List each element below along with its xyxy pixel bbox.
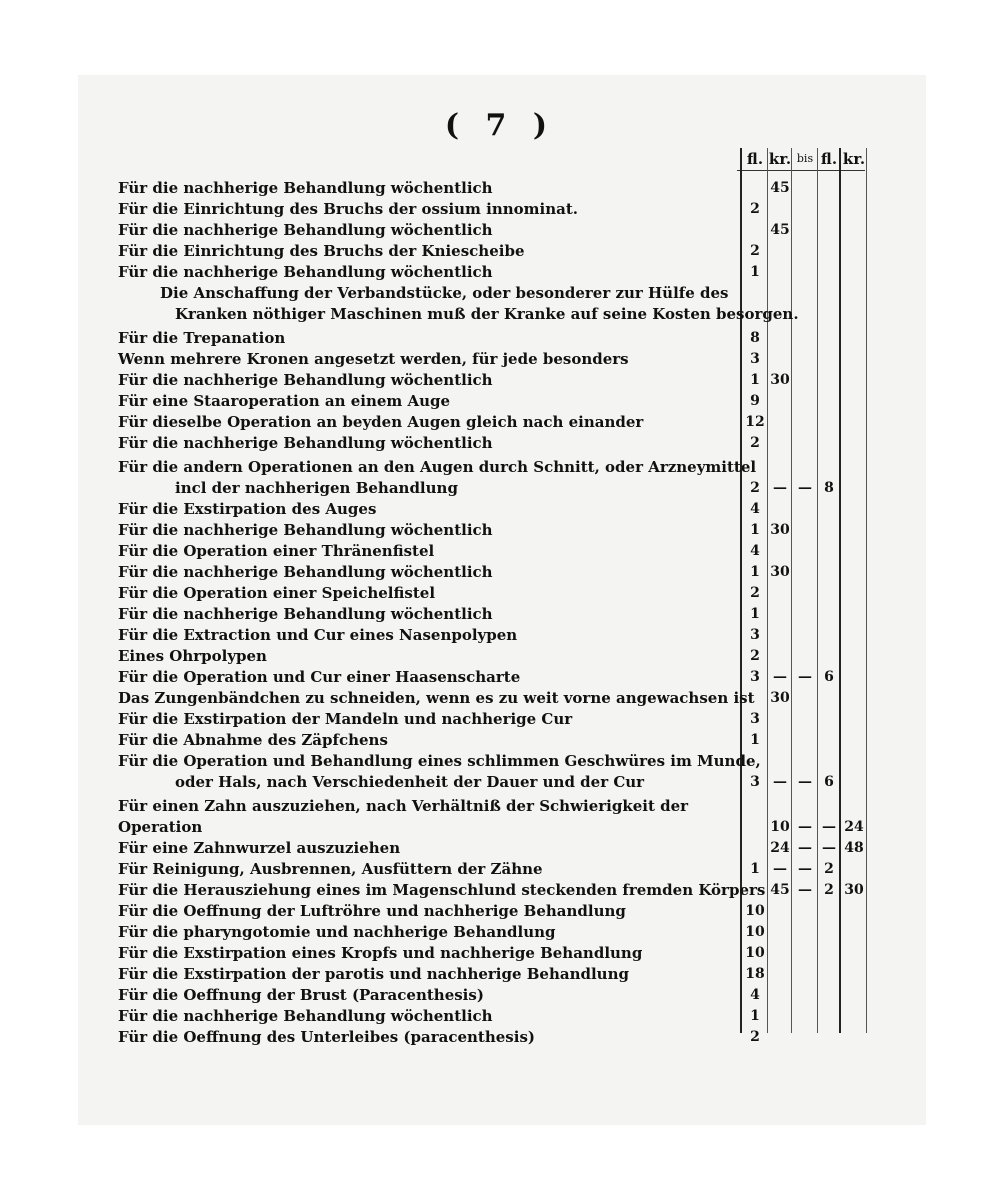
- table-row: [0, 772, 1000, 793]
- entry-text: Für eine Staaroperation an einem Auge: [118, 392, 451, 410]
- page-number: ( 7 ): [444, 108, 556, 143]
- table-row: [0, 985, 1000, 1006]
- entry-text: Für die Operation und Cur einer Haasenscharte: [118, 668, 521, 686]
- table-row: [0, 667, 1000, 688]
- table-row: [0, 646, 1000, 667]
- entry-text: Für die nachherige Behandlung wöchentlich: [118, 179, 493, 197]
- entry-text: Für die andern Operationen an den Augen durch Schnitt, oder Arzneymittel: [118, 458, 757, 476]
- entry-text: Für die nachherige Behandlung wöchentlich: [118, 434, 493, 452]
- table-row: [0, 457, 1000, 478]
- cell-kr: 45: [770, 180, 790, 196]
- entry-text: oder Hals, nach Verschiedenheit der Dauer und der Cur: [175, 773, 645, 791]
- cell-kr: 30: [770, 564, 790, 580]
- cell-fl2: 6: [824, 774, 834, 790]
- column-header-bis: bis: [796, 152, 814, 165]
- cell-bis: —: [798, 669, 812, 685]
- cell-fl2: 2: [824, 861, 834, 877]
- cell-kr2: 24: [844, 819, 864, 835]
- entry-text: Für die Operation einer Thränenfistel: [118, 542, 435, 560]
- entry-text: Für die Oeffnung des Unterleibes (paracenthesis): [118, 1028, 535, 1046]
- table-row: [0, 499, 1000, 520]
- table-row: [0, 625, 1000, 646]
- cell-kr: 30: [770, 690, 790, 706]
- cell-fl: 1: [750, 732, 760, 748]
- table-row: [0, 391, 1000, 412]
- cell-kr: 10: [770, 819, 790, 835]
- cell-kr: —: [773, 669, 787, 685]
- cell-fl: 9: [750, 393, 760, 409]
- entry-text: Für die Abnahme des Zäpfchens: [118, 731, 388, 749]
- cell-fl: 1: [750, 564, 760, 580]
- entry-text: Für die Trepanation: [118, 329, 286, 347]
- cell-fl2: —: [822, 840, 836, 856]
- entry-text: Für die Exstirpation der parotis und nachherige Behandlung: [118, 965, 629, 983]
- table-row: [0, 796, 1000, 817]
- entry-text: Eines Ohrpolypen: [118, 647, 267, 665]
- cell-fl: 1: [750, 606, 760, 622]
- cell-fl2: 2: [824, 882, 834, 898]
- cell-fl: 3: [750, 669, 760, 685]
- entry-text: Für die nachherige Behandlung wöchentlich: [118, 371, 493, 389]
- cell-fl: 4: [750, 501, 760, 517]
- cell-bis: —: [798, 480, 812, 496]
- entry-text: Für einen Zahn auszuziehen, nach Verhältniß der Schwierigkeit der: [118, 797, 689, 815]
- entry-text: Für die nachherige Behandlung wöchentlich: [118, 221, 493, 239]
- entry-text: Kranken nöthiger Maschinen muß der Kranke auf seine Kosten besorgen.: [175, 305, 799, 323]
- cell-kr: 30: [770, 522, 790, 538]
- entry-text: Für die Operation und Behandlung eines schlimmen Geschwüres im Munde,: [118, 752, 761, 770]
- table-row: [0, 199, 1000, 220]
- table-row: [0, 1006, 1000, 1027]
- cell-fl: 4: [750, 543, 760, 559]
- cell-kr: 24: [770, 840, 790, 856]
- table-row: [0, 964, 1000, 985]
- table-row: [0, 604, 1000, 625]
- table-row: [0, 220, 1000, 241]
- table-row: [0, 283, 1000, 304]
- cell-fl: 3: [750, 627, 760, 643]
- cell-fl: 4: [750, 987, 760, 1003]
- table-row: [0, 478, 1000, 499]
- cell-fl: 10: [745, 924, 765, 940]
- entry-text: Das Zungenbändchen zu schneiden, wenn es zu weit vorne angewachsen ist: [118, 689, 755, 707]
- cell-fl2: 6: [824, 669, 834, 685]
- entry-text: Für die Exstirpation der Mandeln und nachherige Cur: [118, 710, 573, 728]
- table-row: [0, 709, 1000, 730]
- table-row: [0, 880, 1000, 901]
- table-row: [0, 1027, 1000, 1048]
- table-row: [0, 433, 1000, 454]
- table-row: [0, 730, 1000, 751]
- entry-text: Für die Herausziehung eines im Magenschlund steckenden fremden Körpers: [118, 881, 766, 899]
- entry-text: Operation: [118, 818, 203, 836]
- cell-bis: —: [798, 861, 812, 877]
- cell-fl: 1: [750, 1008, 760, 1024]
- cell-fl: 2: [750, 585, 760, 601]
- cell-fl2: 8: [824, 480, 834, 496]
- table-row: [0, 328, 1000, 349]
- table-row: [0, 838, 1000, 859]
- cell-fl: 2: [750, 201, 760, 217]
- cell-fl: 10: [745, 945, 765, 961]
- cell-kr: 30: [770, 372, 790, 388]
- entry-text: Für die nachherige Behandlung wöchentlich: [118, 263, 493, 281]
- entry-text: Für die nachherige Behandlung wöchentlich: [118, 563, 493, 581]
- cell-kr2: 48: [844, 840, 864, 856]
- cell-fl: 2: [750, 435, 760, 451]
- cell-fl: 1: [750, 372, 760, 388]
- table-row: [0, 262, 1000, 283]
- entry-text: Für die nachherige Behandlung wöchentlich: [118, 605, 493, 623]
- cell-fl: 10: [745, 903, 765, 919]
- entry-text: Für die Exstirpation des Auges: [118, 500, 377, 518]
- table-row: [0, 349, 1000, 370]
- cell-kr: —: [773, 480, 787, 496]
- table-row: [0, 943, 1000, 964]
- column-header-kr: kr.: [768, 150, 792, 168]
- cell-fl: 1: [750, 522, 760, 538]
- cell-bis: —: [798, 819, 812, 835]
- cell-bis: —: [798, 774, 812, 790]
- cell-fl: 3: [750, 351, 760, 367]
- table-row: [0, 241, 1000, 262]
- table-row: [0, 922, 1000, 943]
- header-rule: [737, 170, 865, 171]
- table-row: [0, 178, 1000, 199]
- cell-bis: —: [798, 840, 812, 856]
- table-row: [0, 541, 1000, 562]
- entry-text: Für die Oeffnung der Brust (Paracenthesis): [118, 986, 484, 1004]
- entry-text: Für die Oeffnung der Luftröhre und nachherige Behandlung: [118, 902, 626, 920]
- cell-fl: 3: [750, 711, 760, 727]
- cell-kr2: 30: [844, 882, 864, 898]
- cell-fl: 3: [750, 774, 760, 790]
- entry-text: Für die Exstirpation eines Kropfs und nachherige Behandlung: [118, 944, 643, 962]
- entry-text: Für Reinigung, Ausbrennen, Ausfüttern der Zähne: [118, 860, 543, 878]
- entry-text: Für dieselbe Operation an beyden Augen gleich nach einander: [118, 413, 644, 431]
- table-row: [0, 520, 1000, 541]
- entry-text: incl der nachherigen Behandlung: [175, 479, 458, 497]
- entry-text: Für eine Zahnwurzel auszuziehen: [118, 839, 401, 857]
- entry-text: Für die pharyngotomie und nachherige Behandlung: [118, 923, 556, 941]
- cell-fl: 1: [750, 861, 760, 877]
- table-row: [0, 901, 1000, 922]
- cell-fl2: —: [822, 819, 836, 835]
- table-row: [0, 859, 1000, 880]
- cell-fl: 2: [750, 648, 760, 664]
- cell-fl: 1: [750, 264, 760, 280]
- table-row: [0, 304, 1000, 325]
- entry-text: Für die Einrichtung des Bruchs der Kniescheibe: [118, 242, 525, 260]
- cell-kr: 45: [770, 882, 790, 898]
- cell-fl: 8: [750, 330, 760, 346]
- entry-text: Für die Operation einer Speichelfistel: [118, 584, 436, 602]
- entry-text: Für die nachherige Behandlung wöchentlich: [118, 521, 493, 539]
- cell-fl: 12: [745, 414, 765, 430]
- entry-text: Für die nachherige Behandlung wöchentlich: [118, 1007, 493, 1025]
- cell-fl: 2: [750, 243, 760, 259]
- cell-bis: —: [798, 882, 812, 898]
- table-row: [0, 562, 1000, 583]
- table-row: [0, 817, 1000, 838]
- entry-text: Für die Einrichtung des Bruchs der ossium innominat.: [118, 200, 578, 218]
- cell-fl: 2: [750, 480, 760, 496]
- cell-kr: 45: [770, 222, 790, 238]
- table-row: [0, 751, 1000, 772]
- cell-kr: —: [773, 861, 787, 877]
- table-row: [0, 370, 1000, 391]
- column-header-fl: fl.: [746, 150, 764, 168]
- table-row: [0, 583, 1000, 604]
- cell-kr: —: [773, 774, 787, 790]
- entry-text: Wenn mehrere Kronen angesetzt werden, für jede besonders: [118, 350, 629, 368]
- table-row: [0, 688, 1000, 709]
- column-header-kr2: kr.: [842, 150, 866, 168]
- entry-text: Die Anschaffung der Verbandstücke, oder besonderer zur Hülfe des: [160, 284, 729, 302]
- table-row: [0, 412, 1000, 433]
- column-header-fl2: fl.: [820, 150, 838, 168]
- entry-text: Für die Extraction und Cur eines Nasenpolypen: [118, 626, 518, 644]
- cell-fl: 18: [745, 966, 765, 982]
- cell-fl: 2: [750, 1029, 760, 1045]
